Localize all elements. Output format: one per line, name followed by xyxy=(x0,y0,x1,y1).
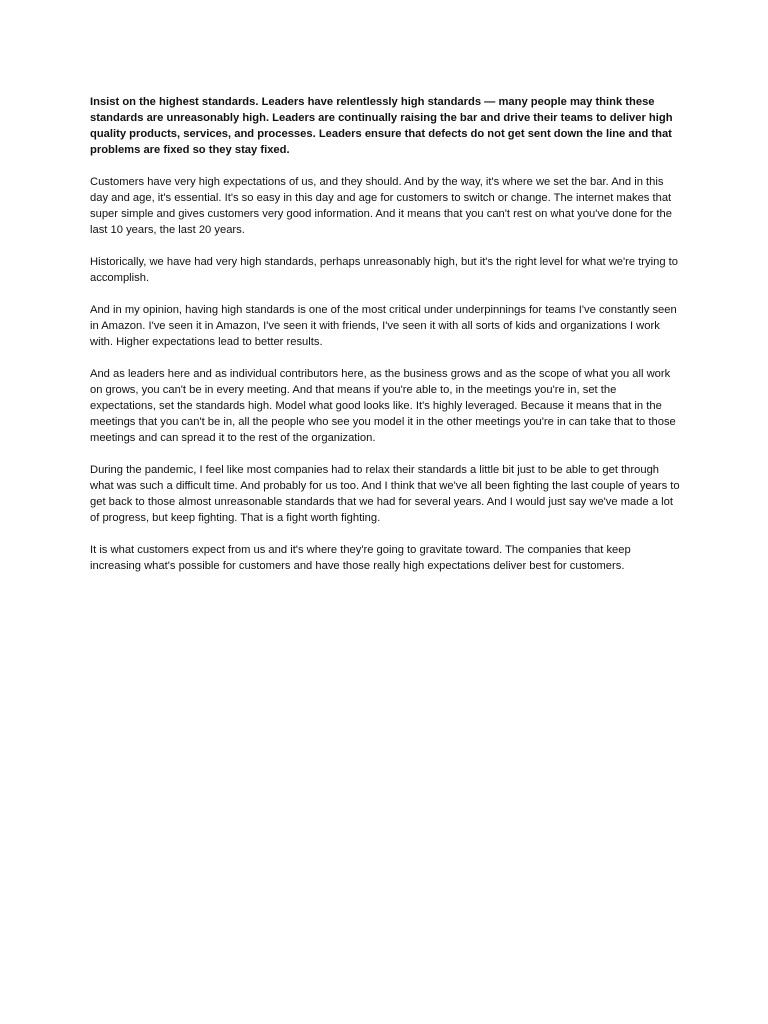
document-body xyxy=(90,94,682,590)
body-paragraph: And as leaders here and as individual contributors here, as the business grows and as the scope of what you all work on grows, you can't be in every meeting. And that means if you're able to, in the meetings you're in, set the expectations, set the standards high. Model what good looks like. It's highly leveraged. Because it means that in the meetings that you can't be in, all the people who see you model it in the other meetings you're in can take that to those meetings and can spread it to the rest of the organization. xyxy=(90,368,676,444)
body-paragraph: During the pandemic, I feel like most companies had to relax their standards a little bit just to be able to get through what was such a difficult time. And probably for us too. And I think that we've all been fighting the last couple of years to get back to those almost unreasonable standards that we had for several years. And I would just say we've made a lot of progress, but keep fighting. That is a fight worth fighting. xyxy=(90,464,680,524)
body-paragraph: And in my opinion, having high standards is one of the most critical under underpinnings for teams I've constantly seen in Amazon. I've seen it in Amazon, I've seen it with friends, I've seen it with all sorts of kids and organizations I work with. Higher expectations lead to better results. xyxy=(90,304,677,348)
leadership-principle-statement: Insist on the highest standards. Leaders have relentlessly high standards — many people may think these standards are unreasonably high. Leaders are continually raising the bar and drive their teams to deliver high quality products, services, and processes. Leaders ensure that defects do not get sent down the line and that problems are fixed so they stay fixed. xyxy=(90,96,673,156)
body-paragraph: It is what customers expect from us and it's where they're going to gravitate toward. The companies that keep increasing what's possible for customers and have those really high expectations deliver best for customers. xyxy=(90,544,631,572)
body-paragraph: Customers have very high expectations of us, and they should. And by the way, it's where we set the bar. And in this day and age, it's essential. It's so easy in this day and age for customers to switch or change. The internet makes that super simple and gives customers very good information. And it means that you can't rest on what you've done for the last 10 years, the last 20 years. xyxy=(90,176,672,236)
body-paragraph: Historically, we have had very high standards, perhaps unreasonably high, but it's the right level for what we're trying to accomplish. xyxy=(90,256,678,284)
